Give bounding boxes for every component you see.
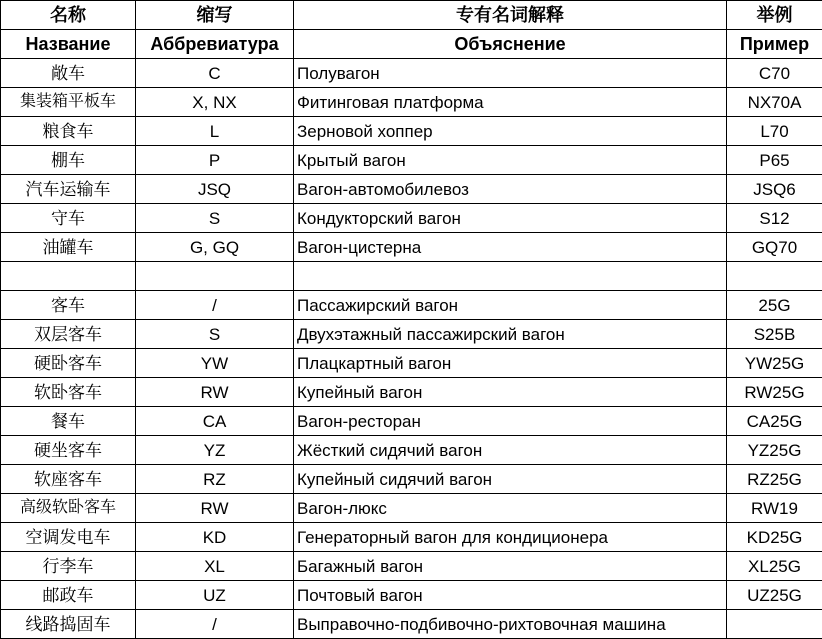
cell-name: 硬卧客车 <box>1 349 136 378</box>
cell-example: RW19 <box>727 494 822 523</box>
table-row <box>1 465 822 494</box>
cell-explanation: Вагон-цистерна <box>294 233 727 262</box>
cell-name <box>1 262 136 291</box>
cell-name: 粮食车 <box>1 117 136 146</box>
cell-name: 高级软卧客车 <box>1 494 136 523</box>
table-row <box>1 581 822 610</box>
table-row <box>1 436 822 465</box>
cell-abbreviation: P <box>136 146 294 175</box>
cell-abbreviation: RZ <box>136 465 294 494</box>
table-row <box>1 407 822 436</box>
cell-example: RZ25G <box>727 465 822 494</box>
cell-explanation: Двухэтажный пассажирский вагон <box>294 320 727 349</box>
header-name-ru: Название <box>1 30 136 59</box>
cell-example: UZ25G <box>727 581 822 610</box>
cell-explanation: Почтовый вагон <box>294 581 727 610</box>
cell-name: 棚车 <box>1 146 136 175</box>
cell-abbreviation <box>136 262 294 291</box>
cell-explanation: Генераторный вагон для кондиционера <box>294 523 727 552</box>
table-body <box>1 1 822 639</box>
cell-example: C70 <box>727 59 822 88</box>
cell-explanation: Вагон-люкс <box>294 494 727 523</box>
cell-example: YZ25G <box>727 436 822 465</box>
cell-name: 软座客车 <box>1 465 136 494</box>
cell-explanation: Выправочно-подбивочно-рихтовочная машина <box>294 610 727 639</box>
header-abbr-zh: 缩写 <box>136 1 294 30</box>
header-abbr-ru: Аббревиатура <box>136 30 294 59</box>
cell-abbreviation: UZ <box>136 581 294 610</box>
cell-example <box>727 610 822 639</box>
cell-name: 集装箱平板车 <box>1 88 136 117</box>
table-row <box>1 262 822 291</box>
header-example-zh: 举例 <box>727 1 822 30</box>
cell-example: CA25G <box>727 407 822 436</box>
cell-name: 线路捣固车 <box>1 610 136 639</box>
header-example-ru: Пример <box>727 30 822 59</box>
cell-name: 油罐车 <box>1 233 136 262</box>
cell-abbreviation: X, NX <box>136 88 294 117</box>
cell-example: GQ70 <box>727 233 822 262</box>
cell-example: S25B <box>727 320 822 349</box>
cell-abbreviation: / <box>136 610 294 639</box>
cell-example: S12 <box>727 204 822 233</box>
cell-abbreviation: / <box>136 291 294 320</box>
cell-abbreviation: RW <box>136 378 294 407</box>
table-row <box>1 610 822 639</box>
table-row <box>1 204 822 233</box>
cell-example: XL25G <box>727 552 822 581</box>
cell-abbreviation: G, GQ <box>136 233 294 262</box>
cell-name: 双层客车 <box>1 320 136 349</box>
header-row-chinese <box>1 1 822 30</box>
cell-explanation: Крытый вагон <box>294 146 727 175</box>
table-row <box>1 175 822 204</box>
cell-example: YW25G <box>727 349 822 378</box>
cell-example: 25G <box>727 291 822 320</box>
table-row <box>1 494 822 523</box>
header-row-russian <box>1 30 822 59</box>
cell-abbreviation: YW <box>136 349 294 378</box>
cell-example: NX70A <box>727 88 822 117</box>
cell-abbreviation: YZ <box>136 436 294 465</box>
cell-explanation: Фитинговая платформа <box>294 88 727 117</box>
cell-explanation: Жёсткий сидячий вагон <box>294 436 727 465</box>
cell-name: 行李车 <box>1 552 136 581</box>
cell-abbreviation: S <box>136 320 294 349</box>
cell-name: 邮政车 <box>1 581 136 610</box>
table-row <box>1 146 822 175</box>
header-name-zh: 名称 <box>1 1 136 30</box>
cell-example <box>727 262 822 291</box>
cell-explanation: Вагон-ресторан <box>294 407 727 436</box>
cell-abbreviation: XL <box>136 552 294 581</box>
cell-abbreviation: S <box>136 204 294 233</box>
cell-name: 空调发电车 <box>1 523 136 552</box>
cell-abbreviation: JSQ <box>136 175 294 204</box>
cell-explanation <box>294 262 727 291</box>
header-expl-ru: Объяснение <box>294 30 727 59</box>
cell-example: KD25G <box>727 523 822 552</box>
cell-name: 客车 <box>1 291 136 320</box>
cell-example: P65 <box>727 146 822 175</box>
cell-abbreviation: L <box>136 117 294 146</box>
table-row <box>1 233 822 262</box>
table-row <box>1 552 822 581</box>
cell-example: L70 <box>727 117 822 146</box>
table-row <box>1 523 822 552</box>
cell-abbreviation: KD <box>136 523 294 552</box>
cell-name: 敞车 <box>1 59 136 88</box>
cell-name: 汽车运输车 <box>1 175 136 204</box>
table-row <box>1 59 822 88</box>
cell-explanation: Пассажирский вагон <box>294 291 727 320</box>
cell-example: JSQ6 <box>727 175 822 204</box>
cell-abbreviation: RW <box>136 494 294 523</box>
cell-explanation: Зерновой хоппер <box>294 117 727 146</box>
table-row <box>1 378 822 407</box>
cell-name: 硬坐客车 <box>1 436 136 465</box>
cell-explanation: Полувагон <box>294 59 727 88</box>
table-row <box>1 117 822 146</box>
cell-abbreviation: CA <box>136 407 294 436</box>
table-row <box>1 88 822 117</box>
cell-name: 餐车 <box>1 407 136 436</box>
cell-explanation: Купейный сидячий вагон <box>294 465 727 494</box>
table-row <box>1 291 822 320</box>
table-row <box>1 349 822 378</box>
cell-explanation: Плацкартный вагон <box>294 349 727 378</box>
cell-abbreviation: C <box>136 59 294 88</box>
cell-name: 软卧客车 <box>1 378 136 407</box>
cell-explanation: Купейный вагон <box>294 378 727 407</box>
table-row <box>1 320 822 349</box>
header-expl-zh: 专有名词解释 <box>294 1 727 30</box>
cell-name: 守车 <box>1 204 136 233</box>
cell-example: RW25G <box>727 378 822 407</box>
cell-explanation: Багажный вагон <box>294 552 727 581</box>
cell-explanation: Вагон-автомобилевоз <box>294 175 727 204</box>
cell-explanation: Кондукторский вагон <box>294 204 727 233</box>
